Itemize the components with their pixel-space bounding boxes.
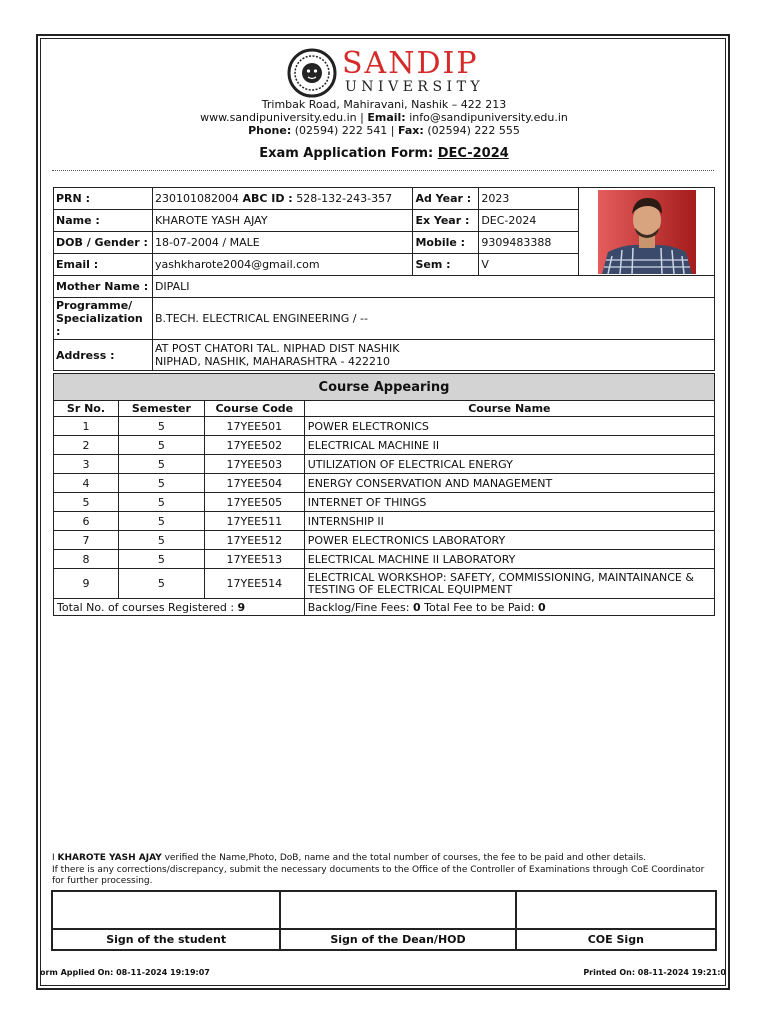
name-label: Name : [54,210,153,232]
sr-cell: 5 [54,493,119,512]
sr-cell: 6 [54,512,119,531]
student-sign-box [52,891,280,929]
email-value: yashkharote2004@gmail.com [152,254,412,276]
table-row [54,474,715,493]
lion-emblem-icon [287,48,337,98]
phone-label: Phone: [248,124,292,137]
contact-line [0,111,768,124]
sem-label: Sem : [413,254,479,276]
code-cell: 17YEE503 [204,455,304,474]
address-label: Address : [54,340,153,371]
code-cell: 17YEE511 [204,512,304,531]
phone-line [0,124,768,137]
student-portrait-image [598,190,696,274]
col-course-name: Course Name [304,401,714,417]
name-cell: INTERNET OF THINGS [304,493,714,512]
table-row [54,550,715,569]
total-courses-label: Total No. of courses Registered : [57,600,235,614]
code-cell: 17YEE512 [204,531,304,550]
name-cell: POWER ELECTRONICS [304,417,714,436]
backlog-label: Backlog/Fine Fees: [307,600,410,614]
email-label: Email : [54,254,153,276]
fee-label: Total Fee to be Paid: [424,600,535,614]
name-cell: UTILIZATION OF ELECTRICAL ENERGY [304,455,714,474]
address-line1: AT POST CHATORI TAL. NIPHAD DIST NASHIK [154,342,400,355]
mobile-value: 9309483388 [479,232,579,254]
verify-prefix: I [52,853,55,863]
course-name-line1: ELECTRICAL WORKSHOP: SAFETY, COMMISSIONING, MAINTAINANCE & [307,570,694,584]
university-logo [287,48,487,98]
code-cell: 17YEE505 [204,493,304,512]
total-courses-cell [54,599,305,616]
applied-on: orm Applied On: 08-11-2024 19:19:07 [40,968,210,977]
sr-cell: 8 [54,550,119,569]
email-link[interactable]: info@sandipuniversity.edu.in [409,111,568,124]
table-row [54,569,715,599]
sem-cell: 5 [118,493,204,512]
printed-on: Printed On: 08-11-2024 19:21:0 [583,968,726,977]
sr-cell: 1 [54,417,119,436]
sr-cell: 7 [54,531,119,550]
name-cell: ELECTRICAL MACHINE II [304,436,714,455]
name-value: KHAROTE YASH AJAY [152,210,412,232]
programme-label [54,298,153,340]
name-cell: INTERNSHIP II [304,512,714,531]
programme-label-line2: Specialization : [56,312,143,338]
fee-value: 0 [537,600,546,614]
email-label: Email: [367,111,406,124]
prn-label: PRN : [54,188,153,210]
prn-cell [152,188,412,210]
dotted-divider [52,170,714,171]
table-row [54,436,715,455]
name-cell: POWER ELECTRONICS LABORATORY [304,531,714,550]
verification-text [52,853,716,888]
verify-text2: If there is any corrections/discrepancy, submit the necessary documents to the Office of the Controller of Examinations through CoE Coordinator for further processing. [52,864,705,886]
logo-name: SANDIP [342,46,479,81]
phone-value: (02594) 222 541 | [294,124,395,137]
photo-cell [579,188,715,276]
sem-cell: 5 [118,474,204,493]
course-table [53,373,715,616]
sem-cell: 5 [118,531,204,550]
signature-table [51,890,717,951]
sem-cell: 5 [118,569,204,599]
col-sr-no: Sr No. [54,401,119,417]
ad-year-value: 2023 [479,188,579,210]
total-courses-value: 9 [237,600,246,614]
table-row [54,417,715,436]
course-name-line2: TESTING OF ELECTRICAL EQUIPMENT [307,582,513,596]
mother-value: DIPALI [152,276,714,298]
code-cell: 17YEE501 [204,417,304,436]
verify-name: KHAROTE YASH AJAY [57,853,162,863]
table-row [54,512,715,531]
table-row [54,531,715,550]
course-table-title: Course Appearing [54,374,715,401]
sem-cell: 5 [118,436,204,455]
sr-cell: 3 [54,455,119,474]
prn-value: 230101082004 [154,192,239,205]
programme-value: B.TECH. ELECTRICAL ENGINEERING / -- [152,298,714,340]
dean-sign-box [280,891,515,929]
col-semester: Semester [118,401,204,417]
website-link[interactable]: www.sandipuniversity.edu.in | [200,111,364,124]
code-cell: 17YEE504 [204,474,304,493]
student-sign-label: Sign of the student [52,929,280,950]
verify-text1: verified the Name,Photo, DoB, name and the total number of courses, the fee to be paid and other details. [164,853,646,863]
table-row [54,455,715,474]
coe-sign-label: COE Sign [516,929,716,950]
mobile-label: Mobile : [413,232,479,254]
student-photo [598,190,696,274]
name-cell [304,569,714,599]
code-cell: 17YEE514 [204,569,304,599]
student-info-table [53,187,715,371]
sem-cell: 5 [118,455,204,474]
address-line2: NIPHAD, NASHIK, MAHARASHTRA - 422210 [154,355,390,368]
name-cell: ENERGY CONSERVATION AND MANAGEMENT [304,474,714,493]
page-title [0,146,768,161]
backlog-value: 0 [412,600,421,614]
dob-value: 18-07-2004 / MALE [152,232,412,254]
title-prefix: Exam Application Form: [259,146,434,161]
code-cell: 17YEE502 [204,436,304,455]
sem-cell: 5 [118,550,204,569]
sem-cell: 5 [118,417,204,436]
sr-cell: 2 [54,436,119,455]
programme-label-line1: Programme/ [56,299,133,312]
sr-cell: 9 [54,569,119,599]
table-row [54,493,715,512]
sem-value: V [479,254,579,276]
ad-year-label: Ad Year : [413,188,479,210]
col-course-code: Course Code [204,401,304,417]
ex-year-label: Ex Year : [413,210,479,232]
title-session: DEC-2024 [437,146,509,161]
logo-subtitle: UNIVERSITY [345,79,485,95]
university-address: Trimbak Road, Mahiravani, Nashik – 422 213 [261,98,507,111]
fees-cell [304,599,714,616]
fax-label: Fax: [398,124,424,137]
sem-cell: 5 [118,512,204,531]
name-cell: ELECTRICAL MACHINE II LABORATORY [304,550,714,569]
mother-label: Mother Name : [54,276,153,298]
fax-value: (02594) 222 555 [427,124,520,137]
abc-label: ABC ID : [242,192,293,205]
code-cell: 17YEE513 [204,550,304,569]
dob-label: DOB / Gender : [54,232,153,254]
ex-year-value: DEC-2024 [479,210,579,232]
abc-value: 528-132-243-357 [296,192,393,205]
sr-cell: 4 [54,474,119,493]
coe-sign-box [516,891,716,929]
address-value [152,340,714,371]
dean-sign-label: Sign of the Dean/HOD [280,929,515,950]
